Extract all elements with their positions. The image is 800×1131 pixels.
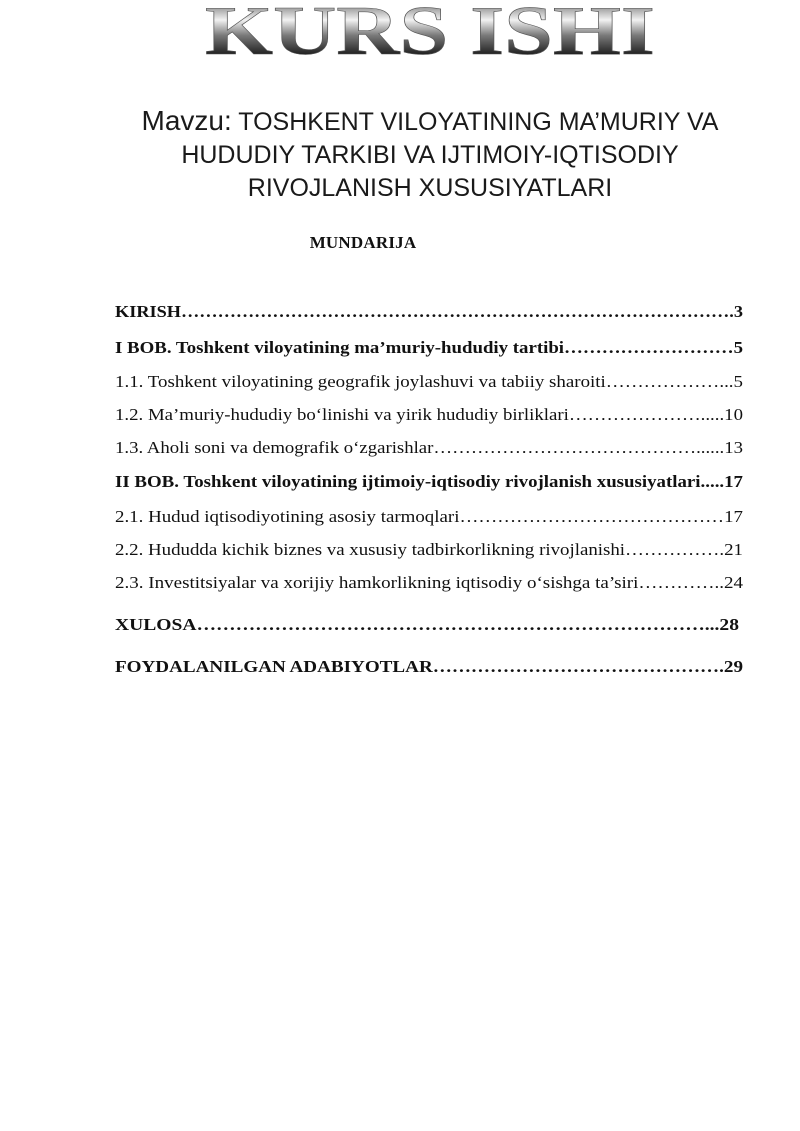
toc-entry: [115, 300, 743, 324]
toc-entry: [115, 571, 743, 595]
subject-label: Mavzu:: [141, 105, 232, 136]
toc-entry-text: FOYDALANILGAN ADABIYOTLAR……………………………………….29: [115, 657, 743, 676]
subject-title: TOSHKENT VILOYATINING MA’MURIY VA HUDUDIY TARKIBI VA IJTIMOIY-IQTISODIY RIVOJLANISH XUSUSIYATLARI: [181, 108, 719, 202]
toc-entry-text: 1.3. Aholi soni va demografik o‘zgarishlar……………………………………......13: [115, 438, 743, 457]
title-banner-graphic: [0, 0, 800, 70]
toc-entry-text: 2.2. Hududda kichik biznes va xususiy tadbirkorlikning rivojlanishi…………….21: [115, 540, 743, 559]
toc-entry: [115, 436, 743, 460]
toc-entry-text: 2.1. Hudud iqtisodiyotining asosiy tarmoqlari……………………………………17: [115, 507, 743, 526]
toc-entry-text: II BOB. Toshkent viloyatining ijtimoiy-iqtisodiy rivojlanish xususiyatlari.....17: [115, 472, 743, 491]
toc-entry: [115, 613, 740, 637]
toc-entry-text: 2.3. Investitsiyalar va xorijiy hamkorlikning iqtisodiy o‘sishga ta’siri…………..24: [115, 573, 743, 592]
title-banner: [0, 0, 800, 70]
toc-entry-text: I BOB. Toshkent viloyatining ma’muriy-hududiy tartibi………………………5: [115, 338, 743, 357]
toc-entry: [115, 336, 743, 360]
toc-entry: [115, 470, 743, 494]
toc-entry: [115, 403, 743, 427]
toc-entry-text: 1.2. Ma’muriy-hududiy bo‘linishi va yirik hududiy birliklari………………….....10: [115, 405, 743, 424]
toc-entry: [115, 505, 743, 529]
toc-entry-text: KIRISH……………………………………………………………………………….3: [115, 302, 743, 321]
banner-text: KURS ISHI: [205, 0, 655, 70]
toc-entry: [115, 538, 743, 562]
toc-entry: [115, 655, 743, 679]
toc-heading: MUNDARIJA: [309, 233, 417, 252]
subject-block: [110, 104, 750, 205]
toc-entry: [115, 370, 743, 394]
toc-entry-text: 1.1. Toshkent viloyatining geografik joylashuvi va tabiiy sharoiti………………...5: [115, 372, 743, 391]
toc-entry-text: XULOSA……………………………………………………………………...28: [115, 615, 740, 634]
